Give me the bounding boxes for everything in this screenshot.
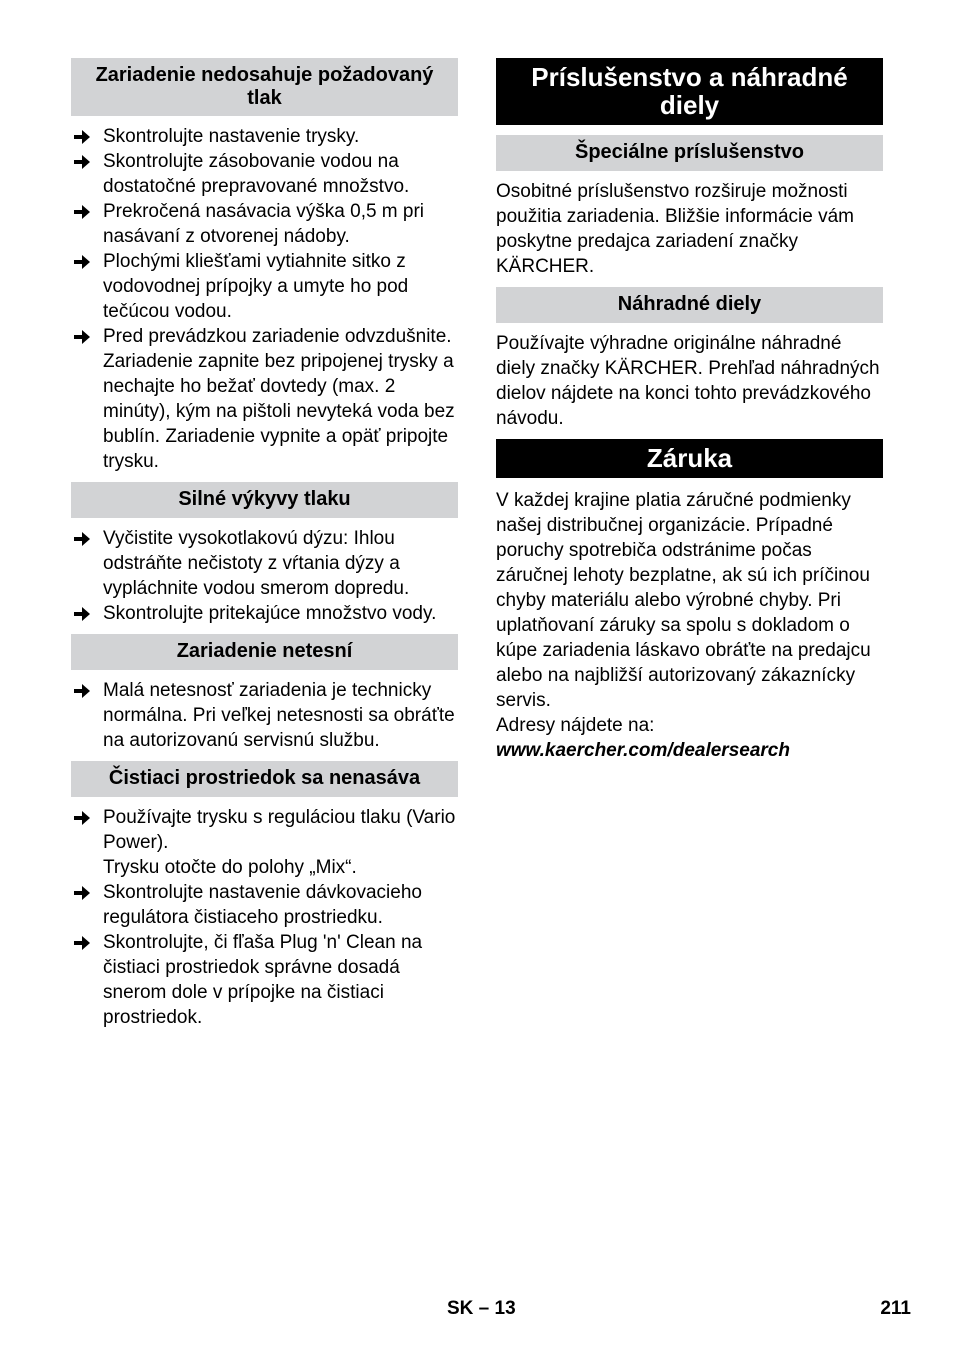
main-heading-accessories: Príslušenstvo a náhradné diely xyxy=(496,58,883,125)
list-item: Skontrolujte pritekajúce množstvo vody. xyxy=(71,601,458,626)
paragraph-warranty: V každej krajine platia záručné podmienky našej distribučnej organizácie. Prípadné poruchy spotrebiča odstránime počas záručnej lehoty bezplatne, ak sú ich príčinou chyby materiálu alebo výrobné chyby. Pri uplatňovaní záruky sa spolu s dokladom o kúpe zariadenia láskavo obráťte na predajcu alebo na najbližší autorizovaný zákaznícky servis. xyxy=(496,490,871,711)
list-item: Skontrolujte zásobovanie vodou na dostatočné prepravované množstvo. xyxy=(71,149,458,199)
list-fluctuation xyxy=(71,526,458,626)
main-heading-warranty: Záruka xyxy=(496,439,883,478)
section-heading-detergent: Čistiaci prostriedok sa nenasáva xyxy=(71,761,458,797)
arrow-right-icon xyxy=(74,532,90,546)
list-item: Pred prevádzkou zariadenie odvzdušnite. Zariadenie zapnite bez pripojenej trysky a nechajte ho bežať dovtedy (max. 2 minúty), kým na pištoli nevyteká voda bez bublín. Zariadenie vypnite a opäť pripojte trysku. xyxy=(71,324,458,474)
section-heading-special-accessories: Špeciálne príslušenstvo xyxy=(496,135,883,171)
list-item: Plochými kliešťami vytiahnite sitko z vodovodnej prípojky a umyte ho pod tečúcou vodou. xyxy=(71,249,458,324)
paragraph-spare-parts: Používajte výhradne originálne náhradné diely značky KÄRCHER. Prehľad náhradných dielov nájdete na konci tohto prevádzkového návodu. xyxy=(496,333,880,429)
list-item: Skontrolujte nastavenie dávkovacieho regulátora čistiaceho prostriedku. xyxy=(71,880,458,930)
list-item: Prekročená nasávacia výška 0,5 m pri nasávaní z otvorenej nádoby. xyxy=(71,199,458,249)
footer-section-label: SK – 13 xyxy=(447,1298,516,1319)
list-item-continuation: Zariadenie zapnite bez pripojenej trysky a nechajte ho bežať dovtedy (max. 2 minúty), kým na pištoli nevyteká voda bez bublín. Zariadenie vypnite a opäť pripojte trysku. xyxy=(103,351,455,472)
arrow-right-icon xyxy=(74,811,90,825)
list-item: Malá netesnosť zariadenia je technicky normálna. Pri veľkej netesnosti sa obráťte na autorizovanú servisnú službu. xyxy=(71,678,458,753)
arrow-right-icon xyxy=(74,130,90,144)
address-label: Adresy nájdete na: xyxy=(496,715,655,736)
left-column xyxy=(71,58,458,1038)
arrow-right-icon xyxy=(74,886,90,900)
arrow-right-icon xyxy=(74,684,90,698)
list-item: Skontrolujte, či fľaša Plug 'n' Clean na čistiaci prostriedok správne dosadá snerom dole v prípojke na čistiaci prostriedok. xyxy=(71,930,458,1030)
list-item: Používajte trysku s reguláciou tlaku (Vario Power). Trysku otočte do polohy „Mix“. xyxy=(71,805,458,880)
dealer-search-link[interactable]: www.kaercher.com/dealersearch xyxy=(496,740,790,761)
section-heading-spare-parts: Náhradné diely xyxy=(496,287,883,323)
arrow-right-icon xyxy=(74,255,90,269)
list-leak xyxy=(71,678,458,753)
arrow-right-icon xyxy=(74,607,90,621)
list-pressure xyxy=(71,124,458,474)
paragraph-special-accessories: Osobitné príslušenstvo rozširuje možnosti použitia zariadenia. Bližšie informácie vám poskytne predajca zariadení značky KÄRCHER. xyxy=(496,181,854,277)
list-detergent xyxy=(71,805,458,1030)
list-item-continuation: Trysku otočte do polohy „Mix“. xyxy=(103,857,357,878)
page-number: 211 xyxy=(880,1298,911,1319)
section-heading-fluctuation: Silné výkyvy tlaku xyxy=(71,482,458,518)
section-heading-leak: Zariadenie netesní xyxy=(71,634,458,670)
arrow-right-icon xyxy=(74,155,90,169)
list-item: Skontrolujte nastavenie trysky. xyxy=(71,124,458,149)
section-heading-pressure: Zariadenie nedosahuje požadovaný tlak xyxy=(71,58,458,116)
arrow-right-icon xyxy=(74,205,90,219)
list-item: Vyčistite vysokotlakovú dýzu: Ihlou odstráňte nečistoty z vŕtania dýzy a vypláchnite vodou smerom dopredu. xyxy=(71,526,458,601)
right-column xyxy=(496,58,883,763)
arrow-right-icon xyxy=(74,330,90,344)
arrow-right-icon xyxy=(74,936,90,950)
